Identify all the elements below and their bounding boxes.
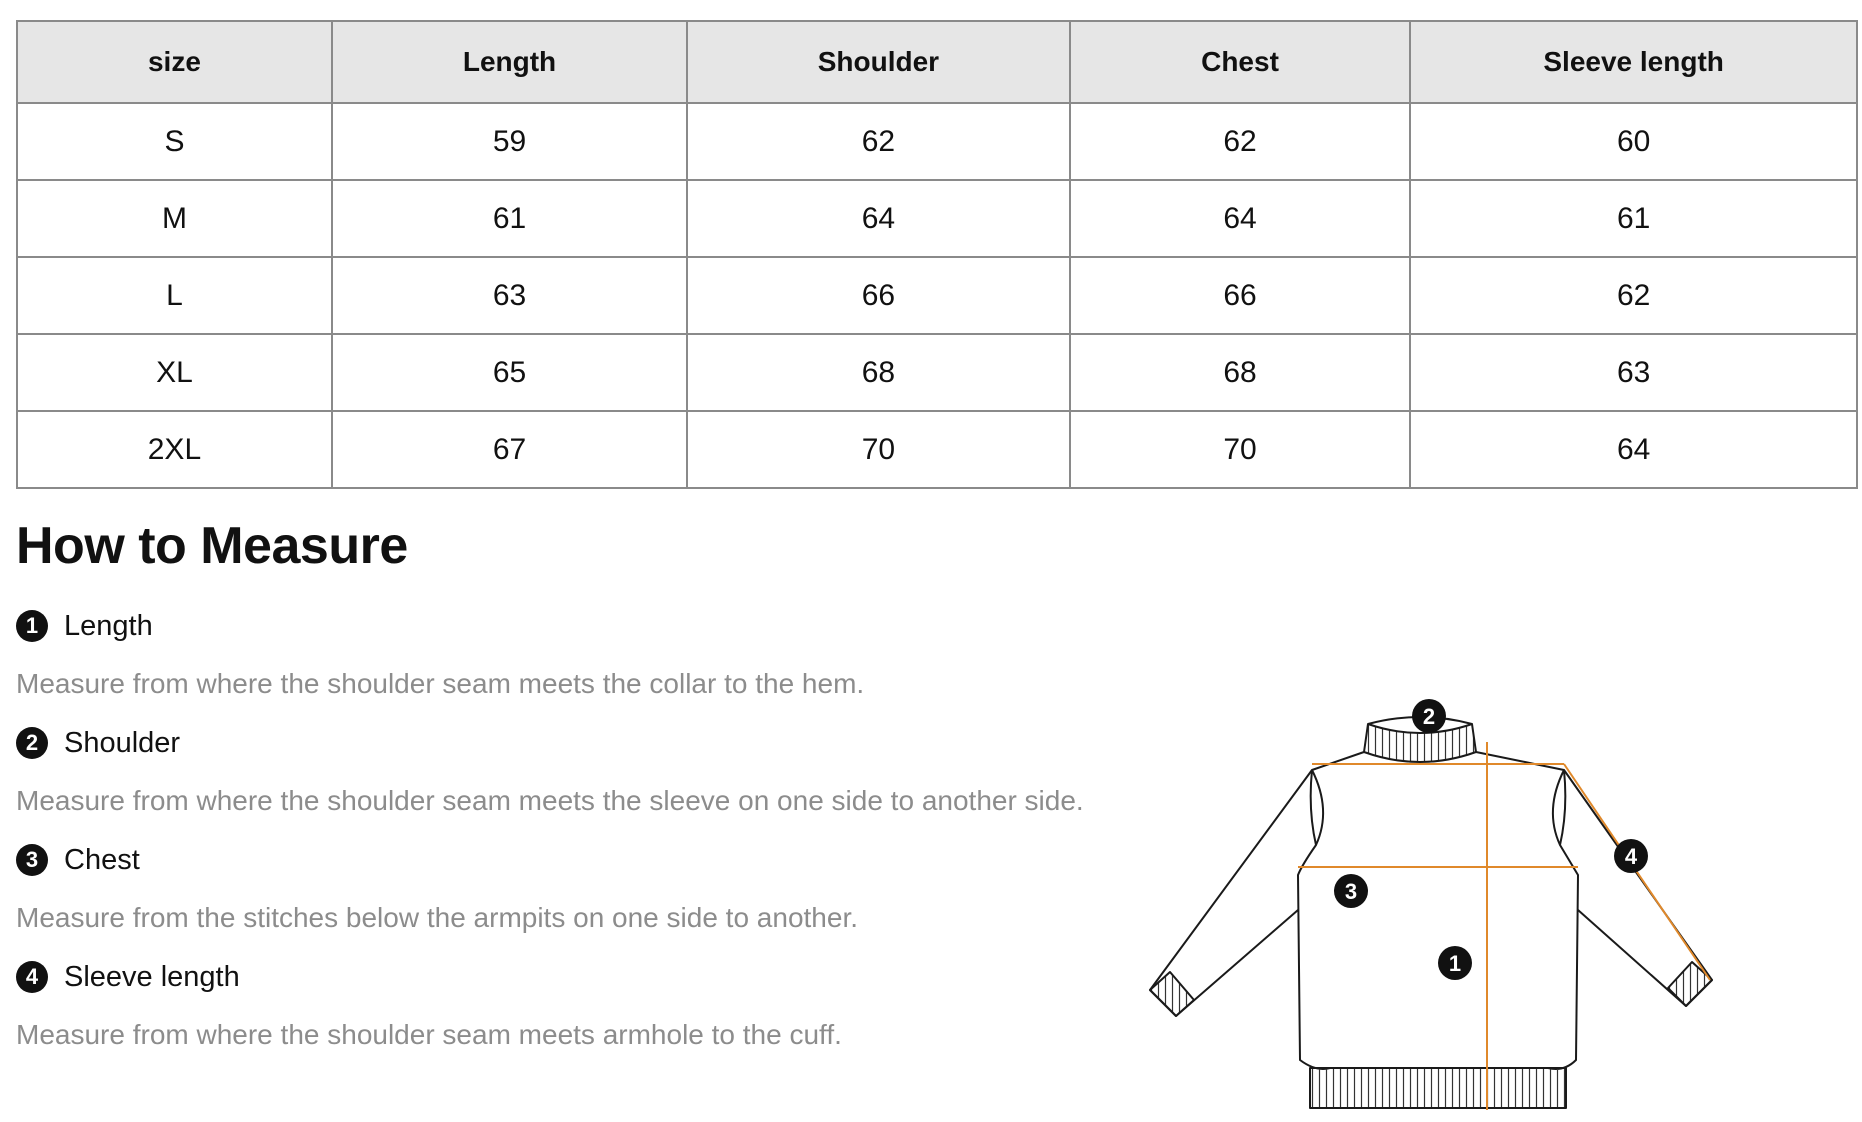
how-to-measure-heading: How to Measure: [16, 517, 408, 575]
table-cell: L: [17, 257, 332, 334]
table-cell: S: [17, 103, 332, 180]
table-cell: 66: [1070, 257, 1411, 334]
table-cell: 68: [687, 334, 1070, 411]
measure-item-label: Sleeve length: [64, 960, 240, 993]
measure-item-label: Chest: [64, 843, 140, 876]
table-cell: 59: [332, 103, 687, 180]
marker-4-icon: [1614, 839, 1648, 873]
measure-item-label: Length: [64, 609, 153, 642]
table-row: [17, 411, 1857, 488]
measure-item-length: [16, 606, 1126, 700]
measure-item-chest: [16, 840, 1126, 934]
table-cell: 68: [1070, 334, 1411, 411]
table-cell: 62: [1410, 257, 1857, 334]
marker-2-icon: [1412, 699, 1446, 733]
table-cell: 64: [687, 180, 1070, 257]
table-header-row: [17, 21, 1857, 103]
table-row: [17, 180, 1857, 257]
header-sleeve-length: Sleeve length: [1410, 21, 1857, 103]
table-cell: 63: [332, 257, 687, 334]
size-chart-table: [16, 20, 1858, 489]
table-cell: 64: [1410, 411, 1857, 488]
sweater-measurement-diagram: [1120, 680, 1740, 1120]
measurement-lines: [1298, 742, 1710, 1110]
measure-item-shoulder: [16, 723, 1126, 817]
header-chest: Chest: [1070, 21, 1411, 103]
svg-text:3: 3: [1344, 879, 1358, 904]
measure-item-header: [16, 957, 1126, 997]
header-length: Length: [332, 21, 687, 103]
number-3-badge-icon: 3: [16, 844, 48, 876]
measure-item-description: Measure from where the shoulder seam meets the collar to the hem.: [16, 668, 865, 699]
table-cell: 61: [332, 180, 687, 257]
table-cell: M: [17, 180, 332, 257]
header-shoulder: Shoulder: [687, 21, 1070, 103]
table-cell: 70: [1070, 411, 1411, 488]
table-cell: 62: [687, 103, 1070, 180]
number-1-badge-icon: 1: [16, 610, 48, 642]
measure-item-header: [16, 840, 1126, 880]
table-cell: 60: [1410, 103, 1857, 180]
header-size: size: [17, 21, 332, 103]
table-cell: XL: [17, 334, 332, 411]
table-cell: 65: [332, 334, 687, 411]
table-cell: 66: [687, 257, 1070, 334]
measure-item-description: Measure from where the shoulder seam meets the sleeve on one side to another side.: [16, 785, 1084, 816]
svg-text:2: 2: [1422, 704, 1436, 729]
table-cell: 61: [1410, 180, 1857, 257]
marker-3-icon: [1334, 874, 1368, 908]
table-cell: 70: [687, 411, 1070, 488]
table-row: [17, 103, 1857, 180]
table-cell: 67: [332, 411, 687, 488]
table-cell: 2XL: [17, 411, 332, 488]
table-cell: 64: [1070, 180, 1411, 257]
measure-item-description: Measure from the stitches below the armpits on one side to another.: [16, 902, 859, 933]
svg-text:4: 4: [1624, 844, 1638, 869]
measure-item-label: Shoulder: [64, 726, 181, 759]
table-cell: 62: [1070, 103, 1411, 180]
measure-item-sleeve-length: [16, 957, 1126, 1051]
table-row: [17, 257, 1857, 334]
sweater-outline-icon: [1150, 717, 1712, 1108]
svg-text:1: 1: [1448, 951, 1462, 976]
table-row: [17, 334, 1857, 411]
measure-item-header: [16, 606, 1126, 646]
marker-1-icon: [1438, 946, 1472, 980]
number-2-badge-icon: 2: [16, 727, 48, 759]
number-4-badge-icon: 4: [16, 961, 48, 993]
measure-item-description: Measure from where the shoulder seam meets armhole to the cuff.: [16, 1019, 842, 1050]
table-cell: 63: [1410, 334, 1857, 411]
measure-item-header: [16, 723, 1126, 763]
